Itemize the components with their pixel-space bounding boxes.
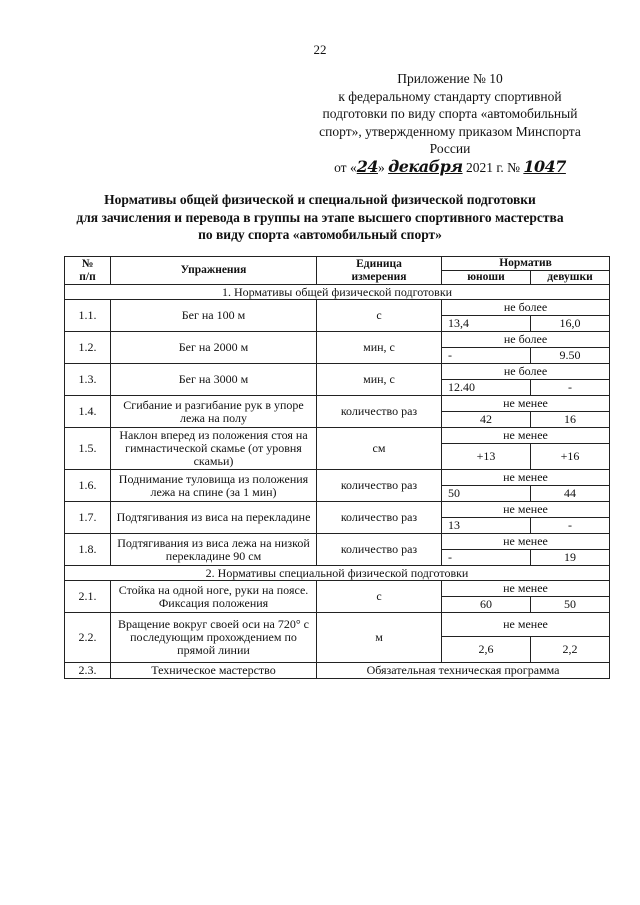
row-boys: 13,4	[442, 316, 531, 332]
order-year: 2021 г. №	[465, 159, 520, 175]
section-1-title: 1. Нормативы общей физической подготовки	[65, 285, 610, 300]
header-norm: Норматив	[442, 257, 610, 271]
row-exercise: Сгибание и разгибание рук в упоре лежа на полу	[111, 396, 317, 428]
row-norm-type: не менее	[442, 534, 610, 550]
row-unit: мин, с	[317, 332, 442, 364]
appendix-header	[300, 70, 600, 176]
row-unit: см	[317, 428, 442, 470]
row-unit: количество раз	[317, 502, 442, 534]
row-norm-type: не менее	[442, 502, 610, 518]
title-line-2: для зачисления и перевода в группы на этапе высшего спортивного мастерства	[76, 209, 564, 225]
row-boys: -	[442, 348, 531, 364]
row-girls: 9.50	[531, 348, 610, 364]
row-num: 1.3.	[65, 364, 111, 396]
row-exercise: Подтягивания из виса на перекладине	[111, 502, 317, 534]
row-boys: 50	[442, 486, 531, 502]
header-exercise: Упражнения	[111, 257, 317, 285]
row-exercise: Подтягивания из виса лежа на низкой перекладине 90 см	[111, 534, 317, 566]
row-exercise: Техническое мастерство	[111, 663, 317, 679]
row-num: 1.1.	[65, 300, 111, 332]
title-line-3: по виду спорта «автомобильный спорт»	[198, 227, 442, 242]
row-boys: 2,6	[442, 637, 531, 663]
document-title	[30, 191, 610, 244]
table-row	[65, 428, 610, 444]
row-exercise: Поднимание туловища из положения лежа на спине (за 1 мин)	[111, 470, 317, 502]
row-girls: -	[531, 380, 610, 396]
row-norm-type: не менее	[442, 470, 610, 486]
row-norm-type: не более	[442, 332, 610, 348]
row-girls: 19	[531, 550, 610, 566]
order-date-line	[300, 158, 600, 177]
row-exercise: Бег на 100 м	[111, 300, 317, 332]
row-num: 1.2.	[65, 332, 111, 364]
header-row	[65, 257, 610, 271]
row-girls: +16	[531, 444, 610, 470]
row-exercise: Бег на 3000 м	[111, 364, 317, 396]
order-day: 24	[356, 156, 378, 176]
row-num: 1.4.	[65, 396, 111, 428]
table-row	[65, 502, 610, 518]
row-num: 2.1.	[65, 581, 111, 613]
row-boys: -	[442, 550, 531, 566]
appendix-line-4: спорт», утвержденному приказом Минспорта	[319, 123, 581, 139]
appendix-line-3: подготовки по виду спорта «автомобильный	[322, 106, 578, 121]
order-prefix: от «	[334, 159, 357, 175]
table-row	[65, 396, 610, 412]
order-mid: »	[377, 159, 385, 175]
header-boys: юноши	[442, 271, 531, 285]
row-num: 2.3.	[65, 663, 111, 679]
table-row	[65, 470, 610, 486]
norms-table	[64, 256, 610, 679]
table-row	[65, 581, 610, 597]
row-norm-type: не более	[442, 364, 610, 380]
row-unit: количество раз	[317, 470, 442, 502]
row-girls: 2,2	[531, 637, 610, 663]
page-number: 22	[313, 42, 327, 57]
row-girls: -	[531, 518, 610, 534]
row-unit: с	[317, 300, 442, 332]
row-norm-type: не более	[442, 300, 610, 316]
row-num: 2.2.	[65, 613, 111, 663]
section-row	[65, 566, 610, 581]
row-girls: 50	[531, 597, 610, 613]
row-boys: 12.40	[442, 380, 531, 396]
section-row	[65, 285, 610, 300]
table-row	[65, 300, 610, 316]
row-norm-type: не менее	[442, 396, 610, 412]
row-norm-type: не менее	[442, 613, 610, 637]
row-boys: +13	[442, 444, 531, 470]
header-num: № п/п	[65, 257, 111, 285]
title-line-1: Нормативы общей физической и специальной физической подготовки	[104, 192, 536, 207]
row-norm-type: не менее	[442, 428, 610, 444]
row-num: 1.6.	[65, 470, 111, 502]
row-unit: с	[317, 581, 442, 613]
table-row	[65, 364, 610, 380]
table-row	[65, 332, 610, 348]
row-boys: 42	[442, 412, 531, 428]
row-boys: 13	[442, 518, 531, 534]
row-boys: 60	[442, 597, 531, 613]
section-2-title: 2. Нормативы специальной физической подготовки	[65, 566, 610, 581]
row-num: 1.8.	[65, 534, 111, 566]
table-row	[65, 534, 610, 550]
row-unit: мин, с	[317, 364, 442, 396]
appendix-line-2: к федеральному стандарту спортивной	[338, 88, 562, 104]
row-unit: м	[317, 613, 442, 663]
row-girls: 16,0	[531, 316, 610, 332]
row-unit: количество раз	[317, 534, 442, 566]
order-month: декабря	[388, 156, 463, 176]
row-num: 1.7.	[65, 502, 111, 534]
row-num: 1.5.	[65, 428, 111, 470]
table-row	[65, 663, 610, 679]
table-row	[65, 613, 610, 637]
appendix-line-1: Приложение № 10	[397, 71, 503, 86]
row-girls: 44	[531, 486, 610, 502]
appendix-line-5: России	[429, 141, 471, 156]
row-merged-program: Обязательная техническая программа	[317, 663, 610, 679]
header-girls: девушки	[531, 271, 610, 285]
row-exercise: Стойка на одной ноге, руки на поясе. Фиксация положения	[111, 581, 317, 613]
header-unit: Единица измерения	[317, 257, 442, 285]
row-girls: 16	[531, 412, 610, 428]
row-exercise: Вращение вокруг своей оси на 720° с последующим прохождением по прямой линии	[111, 613, 317, 663]
row-norm-type: не менее	[442, 581, 610, 597]
order-number: 1047	[523, 156, 566, 176]
row-exercise: Бег на 2000 м	[111, 332, 317, 364]
row-unit: количество раз	[317, 396, 442, 428]
row-exercise: Наклон вперед из положения стоя на гимнастической скамье (от уровня скамьи)	[111, 428, 317, 470]
